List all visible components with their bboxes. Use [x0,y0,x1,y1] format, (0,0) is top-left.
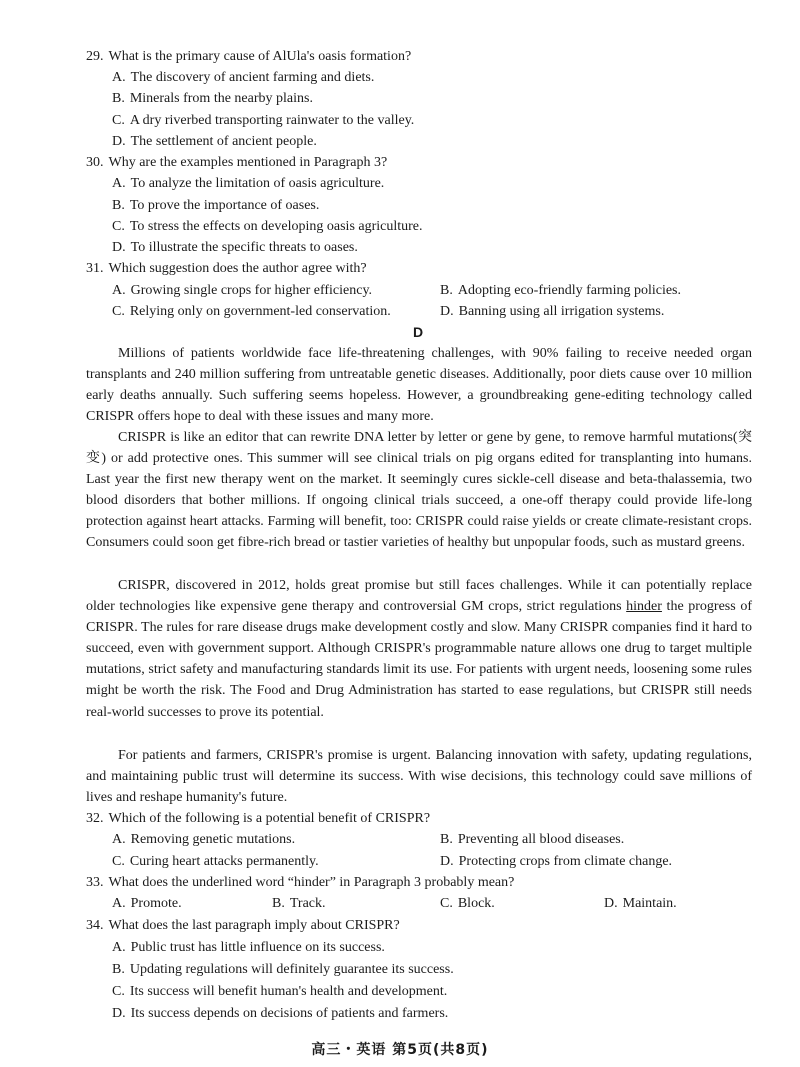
q32-option-d [440,851,672,872]
option-text: Preventing all blood diseases. [457,832,625,847]
option-text: Promote. [130,896,182,911]
q31-option-b [440,280,681,301]
option-text: Growing single crops for higher efficiency. [130,283,373,298]
option-text: Removing genetic mutations. [130,832,296,847]
q34-option-d [112,1003,448,1024]
option-letter: A. [112,283,126,298]
option-letter: B. [440,832,453,847]
option-text: Public trust has little influence on its success. [130,940,385,955]
question-34 [86,915,760,936]
q34-option-a [112,937,385,958]
q32-option-b [440,829,624,850]
q31-option-a [112,280,372,301]
option-letter: C. [112,219,125,234]
option-text: The discovery of ancient farming and diets. [130,70,375,85]
question-33 [86,872,760,893]
option-text: Relying only on government-led conservation. [129,304,391,319]
q32-option-c [112,851,319,872]
question-number: 29. [86,49,104,64]
question-stem: Which of the following is a potential benefit of CRISPR? [108,811,431,826]
option-letter: B. [112,962,125,977]
q33-option-c [440,893,495,914]
option-letter: B. [112,91,125,106]
question-number: 33. [86,875,104,890]
question-32 [86,808,760,829]
option-text: Its success depends on decisions of patients and farmers. [130,1006,449,1021]
passage-paragraph-1: Millions of patients worldwide face life-threatening challenges, with 90% failing to receive needed organ transplants and 240 million suffering from untreatable genetic diseases. Additionally, poor diets cause over 10 million early deaths annually. Such suffering seems hopeless. However, a groundbreaking gene-editing technology called CRISPR offers hope to deal with these issues and many more. [86,346,752,425]
q29-option-d [112,131,317,152]
option-letter: C. [112,854,125,869]
question-stem: What does the underlined word “hinder” in Paragraph 3 probably mean? [108,875,515,890]
option-letter: A. [112,832,126,847]
q31-option-c [112,301,391,322]
option-text: Track. [289,896,326,911]
question-30 [86,152,760,173]
question-number: 34. [86,918,104,933]
option-letter: D. [112,1006,126,1021]
q30-option-d [112,237,358,258]
option-text: A dry riverbed transporting rainwater to the valley. [129,113,415,128]
q30-option-b [112,195,319,216]
option-text: To analyze the limitation of oasis agriculture. [130,176,385,191]
q32-option-a [112,829,295,850]
question-number: 32. [86,811,104,826]
q33-option-b [272,893,326,914]
question-stem: What is the primary cause of AlUla's oasis formation? [108,49,412,64]
option-text: To stress the effects on developing oasis agriculture. [129,219,423,234]
option-letter: A. [112,940,126,955]
option-text: Maintain. [622,896,677,911]
page-footer: 高三・英语 第5页(共8页) [311,1042,489,1058]
q29-option-a [112,67,374,88]
option-letter: C. [112,113,125,128]
question-31 [86,258,760,279]
option-letter: C. [440,896,453,911]
option-text: To illustrate the specific threats to oases. [130,240,358,255]
option-letter: A. [112,70,126,85]
option-text: Minerals from the nearby plains. [129,91,313,106]
option-text: Banning using all irrigation systems. [458,304,665,319]
question-stem: Which suggestion does the author agree with? [108,261,367,276]
passage-paragraph-2: CRISPR is like an editor that can rewrite DNA letter by letter or gene by gene, to remove harmful mutations(突变) or add protective ones. This summer will see clinical trials on pig organs edited for transplanting into humans. Last year the first new therapy went on the market. It seemingly cures sickle-cell disease and beta-thalassemia, two blood disorders that bother millions. If ongoing clinical trials succeed, a one-off therapy could provide life-long protection against heart attacks. Farming will benefit, too: CRISPR could raise yields or create climate-resistant crops. Consumers could soon get fibre-rich bread or tastier varieties of healthy but unpopular foods, such as mustard greens. [86,430,752,551]
option-letter: A. [112,176,126,191]
option-text: Its success will benefit human's health and development. [129,984,448,999]
passage-paragraph-4: For patients and farmers, CRISPR's promise is urgent. Balancing innovation with safety, updating regulations, and maintaining public trust will determine its success. With wise decisions, this technology could save millions of lives and reshape humanity's future. [86,748,752,806]
underlined-word-hinder: hinder [626,599,662,615]
q29-option-c [112,110,414,131]
q34-option-c [112,981,447,1002]
q34-option-b [112,959,454,980]
option-letter: B. [112,198,125,213]
option-letter: D. [112,134,126,149]
option-text: To prove the importance of oases. [129,198,320,213]
question-29 [86,46,760,67]
option-letter: D. [440,304,454,319]
option-letter: C. [112,304,125,319]
option-text: Protecting crops from climate change. [458,854,673,869]
question-number: 31. [86,261,104,276]
question-number: 30. [86,155,104,170]
passage-paragraph-3 [86,575,752,723]
q33-option-d [604,893,677,914]
paragraph-3-text-before: CRISPR, discovered in 2012, holds great promise but still faces challenges. While it can potentially replace older technologies like expensive gene therapy and controversial GM crops, strict regulations [86,578,752,615]
option-text: Updating regulations will definitely guarantee its success. [129,962,454,977]
option-letter: D. [604,896,618,911]
passage-section-letter: D [412,324,424,340]
question-stem: Why are the examples mentioned in Paragraph 3? [108,155,388,170]
q33-option-a [112,893,182,914]
option-letter: B. [440,283,453,298]
paragraph-3-text-after: the progress of CRISPR. The rules for rare disease drugs make development costly and slow. Many CRISPR companies find it hard to succeed, even with government support. Although CRISPR's programmable nature allows one drug to target multiple mutations, strict safety and manufacturing standards limit its use. For patients with urgent needs, loosening some rules might be worth the risk. The Food and Drug Administration has started to ease regulations, but CRISPR still needs real-world successes to prove its potential. [86,599,752,720]
option-letter: B. [272,896,285,911]
q29-option-b [112,88,313,109]
option-letter: A. [112,896,126,911]
option-text: Adopting eco-friendly farming policies. [457,283,682,298]
option-text: Curing heart attacks permanently. [129,854,319,869]
question-stem: What does the last paragraph imply about CRISPR? [108,918,400,933]
option-letter: D. [112,240,126,255]
q31-option-d [440,301,664,322]
q30-option-a [112,173,384,194]
option-text: Block. [457,896,495,911]
q30-option-c [112,216,423,237]
option-text: The settlement of ancient people. [130,134,317,149]
option-letter: C. [112,984,125,999]
option-letter: D. [440,854,454,869]
